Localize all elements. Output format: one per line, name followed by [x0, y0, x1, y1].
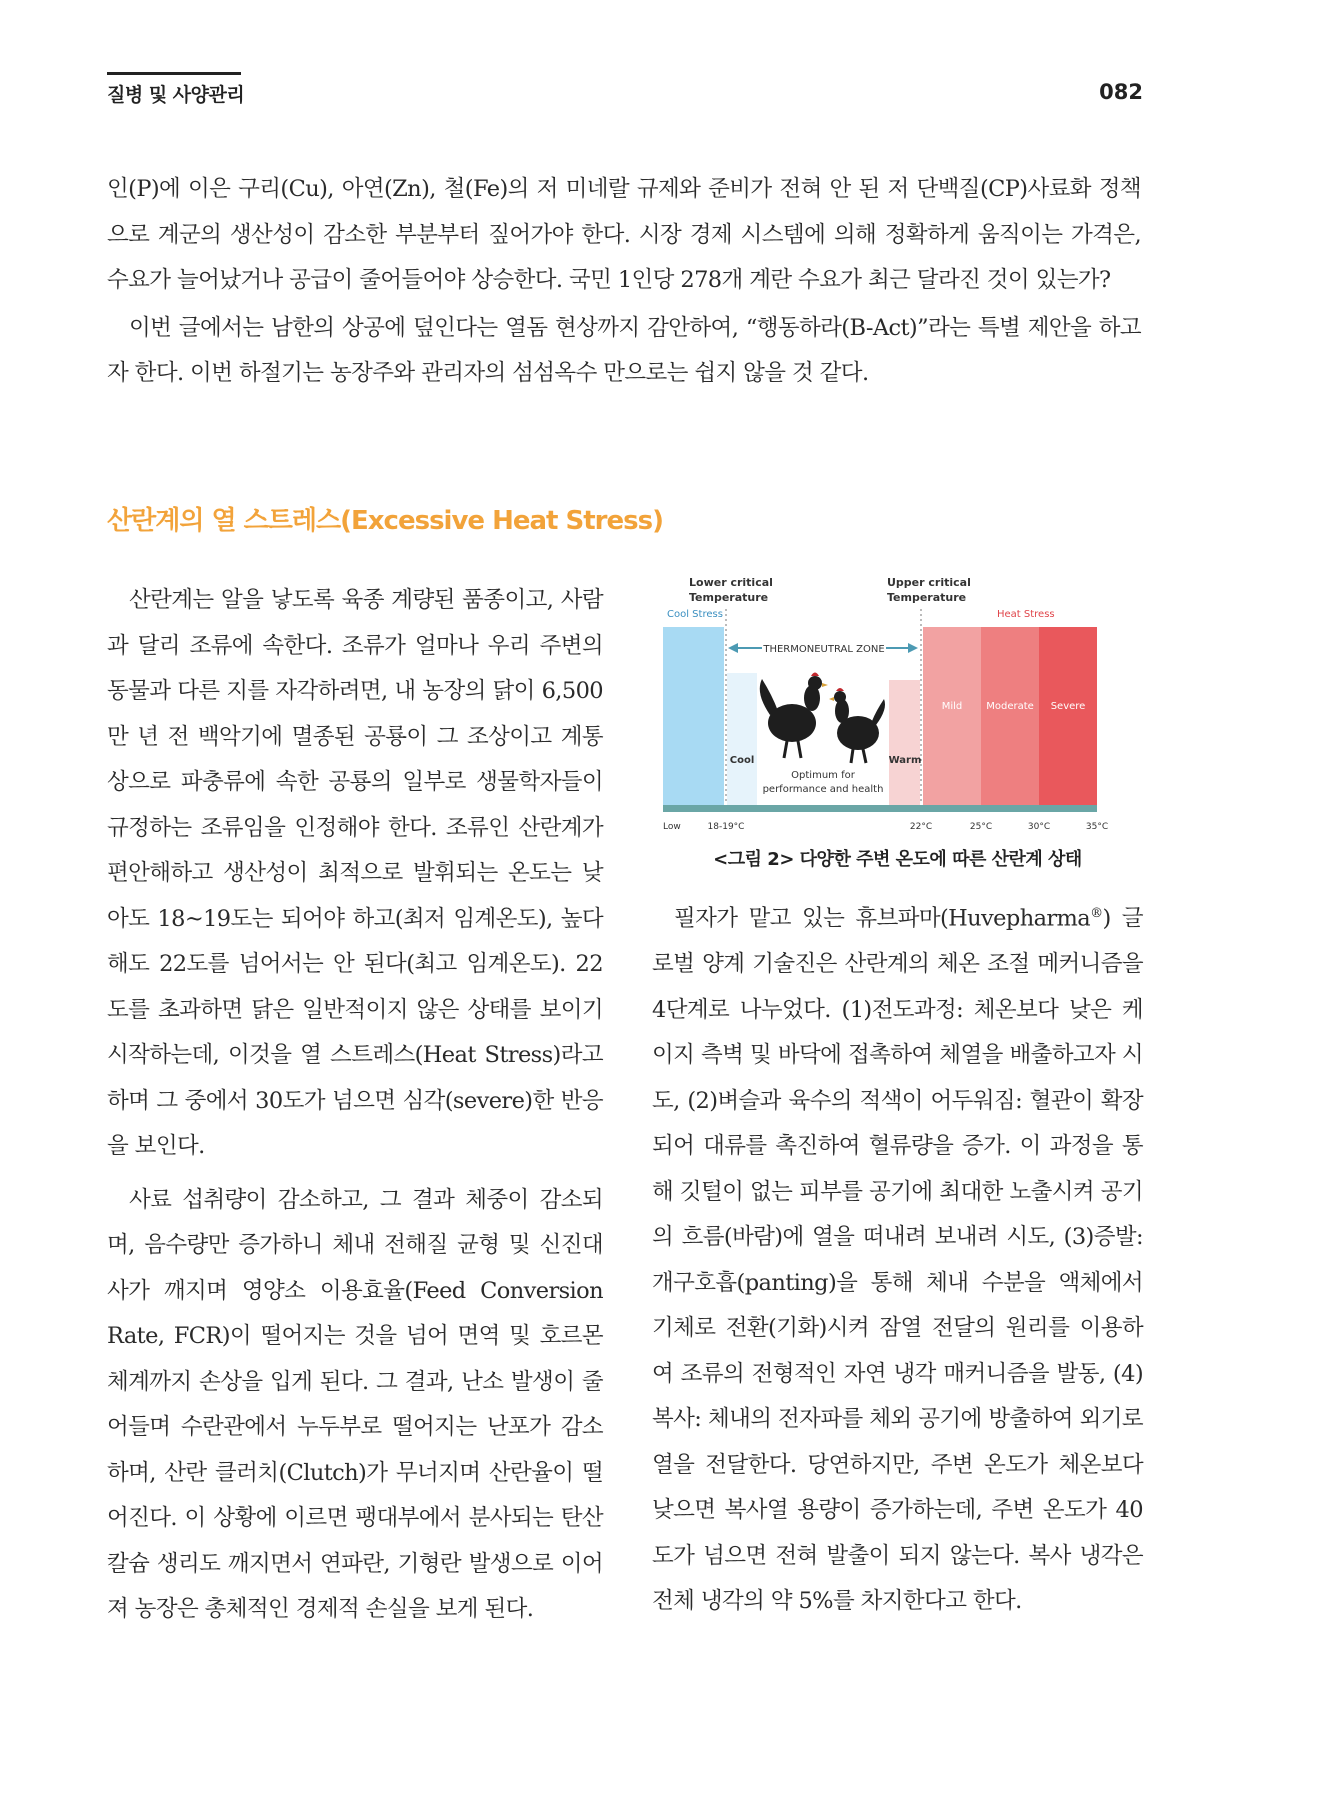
upper-critical-label-2: Temperature — [887, 591, 967, 604]
right-column — [652, 891, 1143, 1625]
intro-paragraph-2: 이번 글에서는 남한의 상공에 덮인다는 열돔 현상까지 감안하여, “행동하라(B-Act)”라는 특별 제안을 하고자 한다. 이번 하절기는 농장주와 관리자의 섬섬옥수 만으로는 쉽지 않을 것 같다. — [107, 314, 1141, 386]
arrow-right-head — [908, 643, 918, 653]
upper-critical-label-1: Upper critical — [887, 576, 971, 589]
intro-text — [107, 167, 1141, 397]
left-column — [107, 578, 603, 1641]
axis-tick-low: Low — [663, 822, 681, 832]
thermoneutral-zone-label: THERMONEUTRAL ZONE — [763, 644, 885, 655]
axis-tick-25: 25°C — [969, 822, 993, 832]
severe-label: Severe — [1050, 701, 1086, 712]
severe-bar — [1039, 627, 1097, 805]
moderate-bar — [981, 627, 1039, 805]
cool-bar — [727, 673, 757, 805]
axis-tick-30: 30°C — [1027, 822, 1051, 832]
temperature-axis-bar — [663, 805, 1097, 812]
right-paragraph-1 — [652, 891, 1143, 1625]
warm-bar — [889, 680, 920, 805]
chicken-illustration — [760, 673, 885, 764]
temperature-zone-figure — [652, 573, 1143, 836]
left-paragraph-1: 산란계는 알을 낳도록 육종 계량된 품종이고, 사람과 달리 조류에 속한다. 조류가 얼마나 우리 주변의 동물과 다른 지를 자각하려면, 내 농장의 닭이 6,500만 년 전 백악기에 멸종된 공룡이 그 조상이고 계통상으로 파충류에 속한 공룡의 일부로 생물학자들이 규정하는 조류임을 인정해야 한다. 조류인 산란계가 편안해하고 생산성이 최적으로 발휘되는 온도는 낮아도 18~19도는 되어야 하고(최저 임계온도), 높다 해도 22도를 넘어서는 안 된다(최고 임계온도). 22도를 초과하면 닭은 일반적이지 않은 상태를 보이기 시작하는데, 이것을 열 스트레스(Heat Stress)라고 하며 그 중에서 30도가 넘으면 심각(severe)한 반응을 보인다. — [107, 587, 603, 1159]
optimum-label-1: Optimum for — [791, 770, 855, 781]
registered-mark: ® — [1090, 906, 1103, 921]
temperature-zone-diagram — [652, 573, 1143, 836]
right-paragraph-start: 필자가 맡고 있는 휴브파마(Huvepharma — [674, 905, 1091, 932]
moderate-label: Moderate — [986, 701, 1034, 712]
cool-stress-bar — [663, 627, 724, 805]
running-header-section: 질병 및 사양관리 — [107, 84, 245, 106]
axis-tick-22: 22°C — [909, 822, 933, 832]
axis-tick-18-19: 18-19°C — [707, 822, 745, 832]
lower-critical-label-1: Lower critical — [689, 576, 773, 589]
section-heading: 산란계의 열 스트레스(Excessive Heat Stress) — [107, 506, 663, 536]
mild-bar — [923, 627, 981, 805]
header-rule — [107, 72, 241, 75]
arrow-left-head — [728, 643, 738, 653]
left-paragraph-2: 사료 섭취량이 감소하고, 그 결과 체중이 감소되며, 음수량만 증가하니 체내 전해질 균형 및 신진대사가 깨지며 영양소 이용효율(Feed Conversion Rate, FCR)이 떨어지는 것을 넘어 면역 및 호르몬 체계까지 손상을 입게 된다. 그 결과, 난소 발생이 줄어들며 수란관에서 누두부로 떨어지는 난포가 감소하며, 산란 클러치(Clutch)가 무너지며 산란율이 떨어진다. 이 상황에 이르면 팽대부에서 분사되는 탄산칼슘 생리도 깨지면서 연파란, 기형란 발생으로 이어져 농장은 총체적인 경제적 손실을 보게 된다. — [107, 1186, 603, 1622]
mild-label: Mild — [941, 701, 963, 712]
heat-stress-label: Heat Stress — [997, 609, 1055, 620]
optimum-label-2: performance and health — [762, 784, 884, 795]
right-paragraph-rest: ) 글로벌 양계 기술진은 산란계의 체온 조절 메커니즘을 4단계로 나누었다. (1)전도과정: 체온보다 낮은 케이지 측벽 및 바닥에 접촉하여 체열을 배출하고자 시도, (2)벼슬과 육수의 적색이 어두워짐: 혈관이 확장되어 대류를 촉진하여 혈류량을 증가. 이 과정을 통해 깃털이 없는 피부를 공기에 최대한 노출시켜 공기의 흐름(바람)에 열을 떠내려 보내려 시도, (3)증발: 개구호흡(panting)을 통해 체내 수분을 액체에서 기체로 전환(기화)시켜 잠열 전달의 원리를 이용하여 조류의 전형적인 자연 냉각 매커니즘을 발동, (4)복사: 체내의 전자파를 체외 공기에 방출하여 외기로 열을 전달한다. 당연하지만, 주변 온도가 체온보다 낮으면 복사열 용량이 증가하는데, 주변 온도가 40도가 넘으면 전혀 발출이 되지 않는다. 복사 냉각은 전체 냉각의 약 5%를 차지한다고 한다. — [652, 905, 1143, 1614]
cool-label: Cool — [729, 755, 755, 766]
lower-critical-label-2: Temperature — [689, 591, 769, 604]
intro-paragraph-1: 인(P)에 이은 구리(Cu), 아연(Zn), 철(Fe)의 저 미네랄 규제와 준비가 전혀 안 된 저 단백질(CP)사료화 정책으로 계군의 생산성이 감소한 부분부터 짚어가야 한다. 시장 경제 시스템에 의해 정확하게 움직이는 가격은, 수요가 늘어났거나 공급이 줄어들어야 상승한다. 국민 1인당 278개 계란 수요가 최근 달라진 것이 있는가? — [107, 176, 1141, 293]
figure-caption: <그림 2> 다양한 주변 온도에 따른 산란계 상태 — [713, 849, 1082, 870]
page-number: 082 — [1099, 80, 1143, 104]
axis-tick-35: 35°C — [1085, 822, 1109, 832]
warm-label: Warm — [888, 755, 922, 766]
cool-stress-label: Cool Stress — [667, 609, 723, 620]
